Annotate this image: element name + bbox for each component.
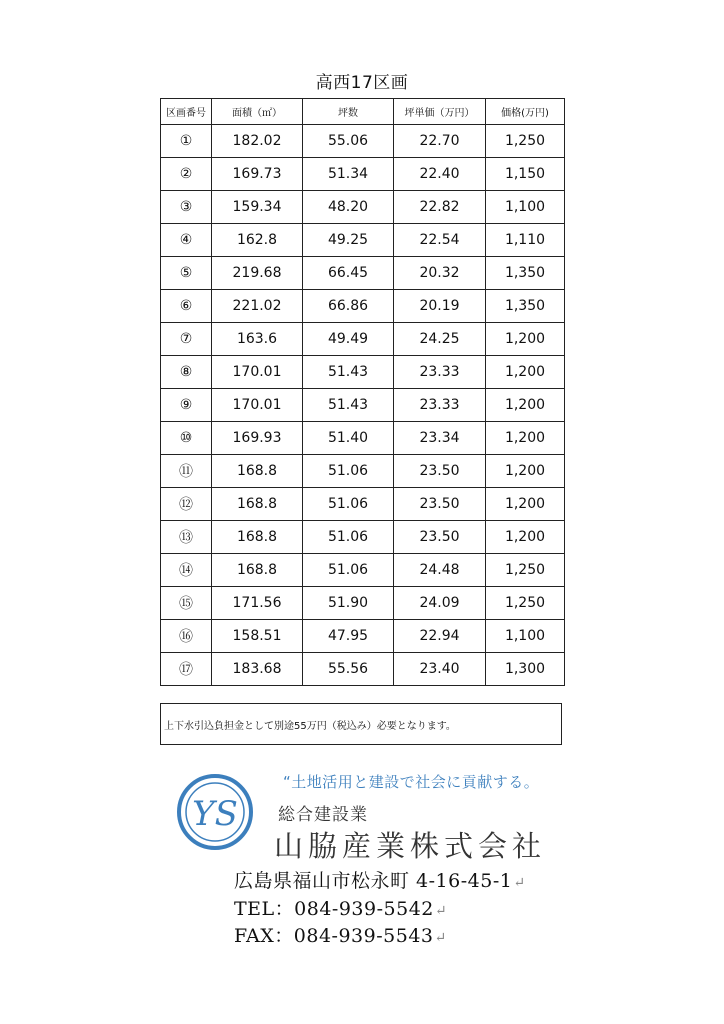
cell-area: 158.51 [212,620,303,653]
cell-tsubo: 66.45 [303,257,394,290]
address-text: 広島県福山市松永町 4-16-45-1 [234,870,513,892]
cell-lot-number: ⑨ [161,389,212,422]
table-row [161,488,565,521]
cell-area: 168.8 [212,455,303,488]
header-price: 価格(万円) [486,99,565,125]
tel-text: TEL：084-939-5542 [234,898,434,920]
cell-unit-price: 22.40 [394,158,486,191]
cell-price: 1,350 [486,290,565,323]
cell-price: 1,200 [486,521,565,554]
cell-price: 1,110 [486,224,565,257]
cell-tsubo: 51.43 [303,389,394,422]
cell-tsubo: 55.56 [303,653,394,686]
cell-price: 1,300 [486,653,565,686]
cell-tsubo: 51.90 [303,587,394,620]
header-unit-price: 坪単価（万円） [394,99,486,125]
company-slogan: “土地活用と建設で社会に貢献する。 [283,773,540,791]
cell-area: 171.56 [212,587,303,620]
cell-area: 183.68 [212,653,303,686]
cell-price: 1,350 [486,257,565,290]
company-address [234,866,526,893]
table-row [161,257,565,290]
table-body [161,125,565,686]
header-area: 面積（㎡） [212,99,303,125]
return-mark-icon: ↵ [434,903,448,919]
page-title: 高西17区画 [315,73,409,93]
cell-area: 169.73 [212,158,303,191]
cell-unit-price: 20.19 [394,290,486,323]
table-row [161,587,565,620]
cell-area: 170.01 [212,389,303,422]
cell-unit-price: 20.32 [394,257,486,290]
table-row [161,125,565,158]
cell-tsubo: 51.40 [303,422,394,455]
return-mark-icon: ↵ [434,930,447,946]
cell-lot-number: ② [161,158,212,191]
cell-tsubo: 51.06 [303,455,394,488]
cell-tsubo: 51.06 [303,554,394,587]
cell-tsubo: 51.43 [303,356,394,389]
cell-tsubo: 51.06 [303,521,394,554]
cell-price: 1,100 [486,191,565,224]
cell-lot-number: ⑯ [161,620,212,653]
fax-text: FAX：084-939-5543 [234,925,434,947]
cell-price: 1,200 [486,389,565,422]
cell-area: 168.8 [212,554,303,587]
table-row [161,389,565,422]
cell-lot-number: ⑰ [161,653,212,686]
lot-table [160,98,565,686]
return-mark-icon: ↵ [513,875,526,891]
company-logo [176,773,254,851]
cell-area: 168.8 [212,521,303,554]
table-row [161,653,565,686]
cell-price: 1,200 [486,422,565,455]
table-row [161,521,565,554]
cell-area: 163.6 [212,323,303,356]
cell-tsubo: 51.34 [303,158,394,191]
cell-lot-number: ⑮ [161,587,212,620]
cell-area: 219.68 [212,257,303,290]
cell-unit-price: 23.50 [394,521,486,554]
cell-lot-number: ⑤ [161,257,212,290]
table-row [161,290,565,323]
cell-tsubo: 48.20 [303,191,394,224]
cell-unit-price: 23.40 [394,653,486,686]
logo-lettering: YS [192,794,238,834]
cell-tsubo: 49.25 [303,224,394,257]
cell-tsubo: 51.06 [303,488,394,521]
cell-lot-number: ③ [161,191,212,224]
cell-unit-price: 23.50 [394,455,486,488]
header-tsubo: 坪数 [303,99,394,125]
cell-unit-price: 23.50 [394,488,486,521]
cell-unit-price: 22.94 [394,620,486,653]
cell-price: 1,200 [486,323,565,356]
cell-price: 1,250 [486,125,565,158]
company-name: 山脇産業株式会社 [274,829,547,863]
cell-area: 159.34 [212,191,303,224]
cell-unit-price: 22.82 [394,191,486,224]
cell-price: 1,250 [486,554,565,587]
cell-unit-price: 23.33 [394,389,486,422]
table-row [161,191,565,224]
company-tel [234,894,447,921]
cell-lot-number: ⑭ [161,554,212,587]
cell-tsubo: 47.95 [303,620,394,653]
cell-price: 1,200 [486,455,565,488]
cell-unit-price: 24.09 [394,587,486,620]
cell-area: 168.8 [212,488,303,521]
note-box [160,703,562,745]
cell-tsubo: 49.49 [303,323,394,356]
company-fax [234,921,447,948]
cell-lot-number: ⑩ [161,422,212,455]
cell-unit-price: 24.48 [394,554,486,587]
table-row [161,158,565,191]
header-lot-number: 区画番号 [161,99,212,125]
cell-lot-number: ④ [161,224,212,257]
cell-area: 162.8 [212,224,303,257]
table-header-row [161,99,565,125]
cell-price: 1,200 [486,356,565,389]
cell-unit-price: 24.25 [394,323,486,356]
cell-price: 1,150 [486,158,565,191]
cell-lot-number: ⑧ [161,356,212,389]
cell-lot-number: ⑪ [161,455,212,488]
cell-lot-number: ⑫ [161,488,212,521]
company-category: 総合建設業 [278,805,368,825]
cell-area: 170.01 [212,356,303,389]
cell-lot-number: ⑬ [161,521,212,554]
table-row [161,620,565,653]
cell-lot-number: ⑥ [161,290,212,323]
table-row [161,323,565,356]
cell-unit-price: 22.70 [394,125,486,158]
cell-area: 169.93 [212,422,303,455]
cell-tsubo: 66.86 [303,290,394,323]
cell-unit-price: 23.34 [394,422,486,455]
table-row [161,455,565,488]
table-row [161,554,565,587]
cell-area: 221.02 [212,290,303,323]
table-row [161,224,565,257]
cell-price: 1,250 [486,587,565,620]
cell-lot-number: ⑦ [161,323,212,356]
cell-lot-number: ① [161,125,212,158]
note-text: 上下水引込負担金として別途55万円（税込み）必要となります。 [164,720,456,732]
cell-tsubo: 55.06 [303,125,394,158]
table-row [161,356,565,389]
cell-unit-price: 22.54 [394,224,486,257]
cell-price: 1,200 [486,488,565,521]
table-row [161,422,565,455]
cell-area: 182.02 [212,125,303,158]
cell-unit-price: 23.33 [394,356,486,389]
cell-price: 1,100 [486,620,565,653]
